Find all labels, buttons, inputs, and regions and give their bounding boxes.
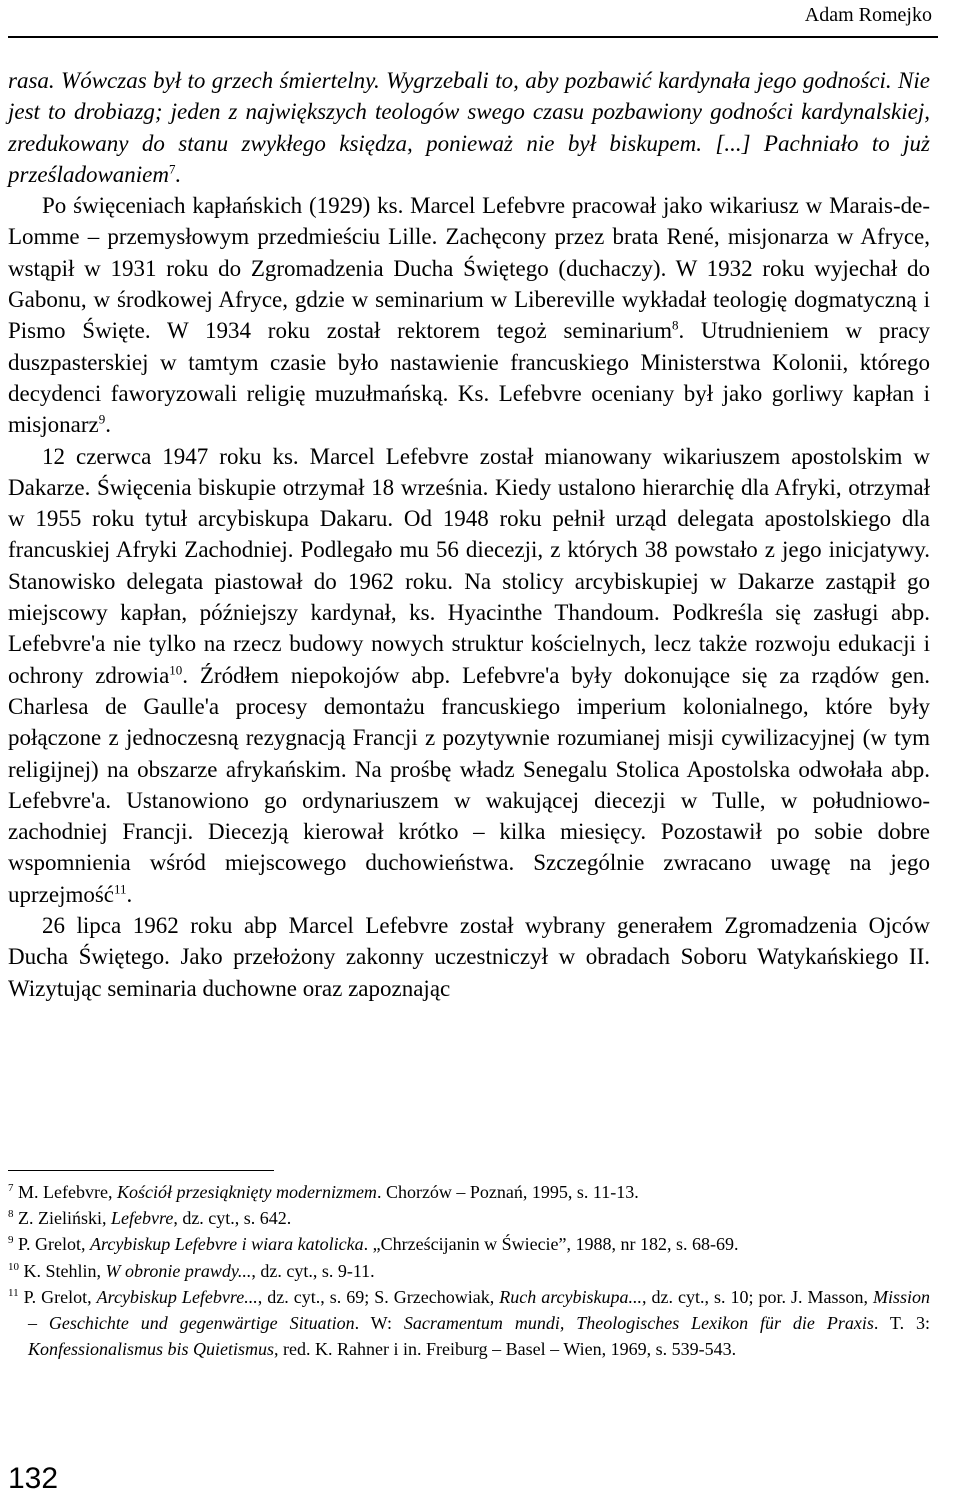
footnote-ref: 8: [672, 317, 679, 333]
footnote: $^8$ Z. Zieliński, Lefebvre, dz. cyt., s. 642.: [8, 1208, 292, 1229]
paragraph-text: . Źródłem niepokojów abp. Lefebvre'a były dokonujące się za rządów gen. Charlesa de Gaulle'a procesy demontażu francuskiego imperium kolonialnego, które były połączone z jednoczesną rezygnacją Francji z pozytywnie rozumianej misji cywilizacyjnej (w tym religijnej) na obszarze afrykańskim. Na prośbę władz Senegalu Stolica Apostolska odwołała abp. Lefebvre'a. Ustanowiono go ordynariuszem w wakującej diecezji w Tulle, w południowo-zachodniej Francji. Diecezją kierował krótko – kilka miesięcy. Pozostawił po sobie dobre wspomnienia wśród miejscowego duchowieństwa. Szczególnie zwracano uwagę na jego uprzejmość: [8, 662, 930, 907]
paragraph-text: .: [105, 412, 111, 438]
header-rule: [8, 36, 938, 38]
footnotes: [8, 1179, 930, 1362]
paragraph-text: 26 lipca 1962 roku abp Marcel Lefebvre został wybrany generałem Zgromadzenia Ojców Ducha Świętego. Jako przełożony zakonny uczestniczył w obradach Soboru Watykańskiego II. Wizytując seminaria duchowne oraz zapoznając: [8, 913, 930, 1001]
page-number: 132: [8, 1462, 59, 1495]
paragraph-text: .: [126, 881, 133, 907]
footnote-number: 7: [8, 1182, 14, 1194]
paragraph-quote: [8, 65, 930, 190]
footnote: $^{11}$ P. Grelot, Arcybiskup Lefebvre..., dz. cyt., s. 69; S. Grzechowiak, Ruch arcybiskupa..., dz. cyt., s. 10; por. J. Masson, Mission – Geschichte und gegenwärtige Situation. W: Sacramentum mundi, Theologisches Lexikon für die Praxis. T. 3: Konfessionalismus bis Quietismus, red. K. Rahner i in. Freiburg – Basel – Wien, 1969, s. 539-543.: [8, 1286, 931, 1360]
footnote-ref: 11: [114, 881, 127, 897]
paragraph: [8, 190, 930, 440]
footnote-number: 8: [8, 1208, 14, 1221]
footnote: $^{10}$ K. Stehlin, W obronie prawdy..., dz. cyt., s. 9-11.: [8, 1260, 375, 1281]
footnote: $^7$ M. Lefebvre, Kościół przesiąknięty modernizmem. Chorzów – Poznań, 1995, s. 11-13.: [8, 1182, 639, 1202]
paragraph-text: . Utrudnieniem w pracy duszpasterskiej w tamtym czasie było nastawienie francuskiego Ministerstwa Kolonii, którego decydenci faworyzowali religię muzułmańską. Ks. Lefebvre oceniany był jako gorliwy kapłan i misjonarz: [8, 318, 931, 438]
body-text: [8, 65, 930, 1004]
footnote-ref: 9: [98, 411, 106, 427]
footnote-number: 11: [8, 1286, 19, 1299]
paragraph: [8, 441, 930, 910]
paragraph: [8, 910, 930, 1004]
footnote-ref: 10: [169, 661, 183, 677]
paragraph-text: 12 czerwca 1947 roku ks. Marcel Lefebvre został mianowany wikariuszem apostolskim w Dakarze. Święcenia biskupie otrzymał 18 września. Kiedy ustalono hierarchię dla Afryki, otrzymał w 1955 roku tytuł arcybiskupa Dakaru. Od 1948 roku pełnił urząd delegata apostolskiego dla francuskiej Afryki Zachodniej. Podlegało mu 56 diecezji, z których 38 powstało z jego inicjatywy. Stanowisko delegata piastował do 1962 roku. Na stolicy arcybiskupiej w Dakarze zastąpił go miejscowy kapłan, późniejszy kardynał, ks. Hyacinthe Thandoum. Podkreśla się zasługi abp. Lefebvre'a nie tylko na rzecz budowy nowych struktur kościelnych, lecz także rozwoju edukacji i ochrony zdrowia: [8, 443, 930, 688]
footnote-ref: 7: [169, 161, 176, 177]
quote-text: rasa. Wówczas był to grzech śmiertelny. Wygrzebali to, aby pozbawić kardynała jego godności. Nie jest to drobiazg; jeden z największych teologów swego czasu pozbawiony godności kardynalskiej, zredukowany do stanu zwykłego księdza, ponieważ nie był biskupem. [...] Pachniało to już prześladowaniem: [8, 68, 930, 187]
quote-text-end: .: [175, 161, 182, 187]
footnote-number: 9: [8, 1234, 14, 1247]
paragraph-text: Po święceniach kapłańskich (1929) ks. Marcel Lefebvre pracował jako wikariusz w Marais-de-Lomme – przemysłowym przedmieściu Lille. Zachęcony przez brata René, misjonarza w Afryce, wstąpił w 1931 roku do Zgromadzenia Ducha Świętego (duchaczy). W 1932 roku wyjechał do Gabonu, w środkowej Afryce, gdzie w seminarium w Libereville wykładał teologię dogmatyczną i Pismo Święte. W 1934 roku został rektorem tegoż seminarium: [8, 193, 930, 344]
running-header: Adam Romejko: [804, 4, 932, 26]
footnote: $^9$ P. Grelot, Arcybiskup Lefebvre i wiara katolicka. „Chrześcijanin w Świecie”, 1988, nr 182, s. 68-69.: [8, 1234, 739, 1255]
footnote-number: 10: [8, 1260, 19, 1273]
footnote-rule: [8, 1170, 274, 1171]
